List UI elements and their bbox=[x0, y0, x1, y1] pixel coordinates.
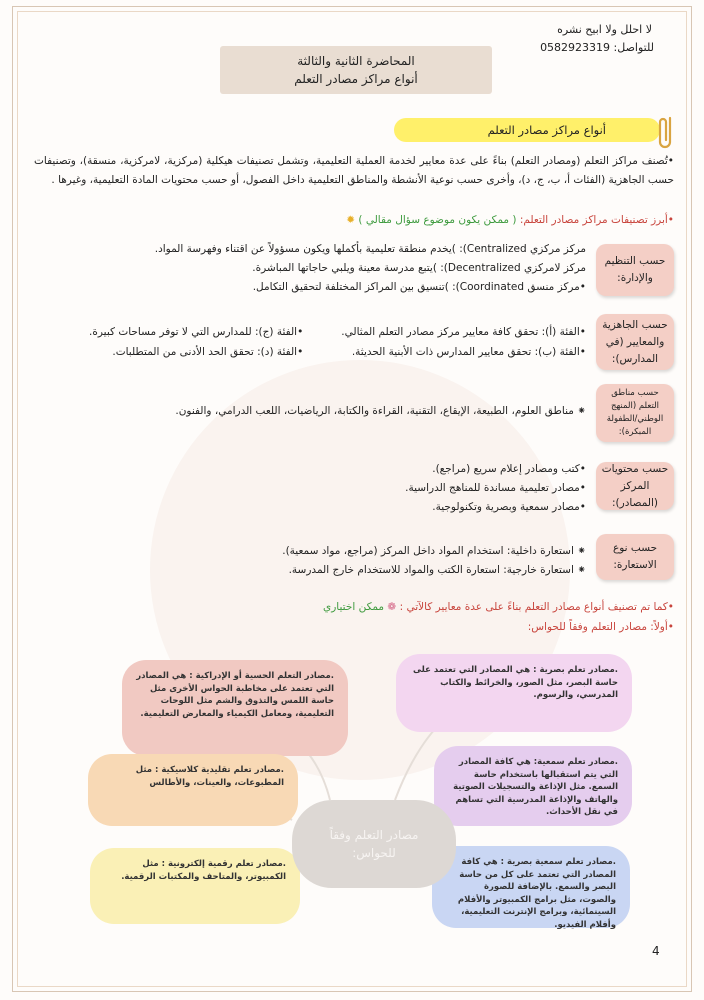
bubble-audiovisual: .مصادر تعلم سمعية بصرية : هي كافة المصادر التي تعتمد على كل من حاسة البصر والسمع. بالإضافة للصورة والصوت، مثل برامج الكمبيوتر والأفلام السينمائية، وبرامج الإنترنت التعليمية، وأفلام الفيديو. bbox=[432, 846, 630, 928]
label-lending: حسب نوع الاستعارة: bbox=[596, 534, 674, 580]
list-item: ⁕ استعارة داخلية: استخدام المواد داخل المركز (مراجع، مواد سمعية). bbox=[282, 545, 586, 557]
list-item: •الفئة (ج): للمدارس التي لا توفر مساحات كبيرة. bbox=[89, 326, 304, 338]
list-item: •الفئة (أ): تحقق كافة معايير مركز مصادر التعلم المثالي. bbox=[341, 326, 586, 338]
label-management: حسب التنظيم والإدارة: bbox=[596, 244, 674, 296]
bubble-visual: .مصادر تعلم بصرية : هي المصادر التي تعتمد على حاسة البصر، مثل الصور، والخرائط والكتاب المدرسي، والرسوم. bbox=[396, 654, 632, 732]
list-item: •كتب ومصادر إعلام سريع (مراجع). bbox=[432, 463, 586, 475]
label-zones: حسب مناطق التعلم (المنهج الوطني/الطفولة المبكرة): bbox=[596, 384, 674, 442]
list-item: مركز مركزي Centralized): )يخدم منطقة تعليمية بأكملها ويكون مسؤولاً عن اقتناء وفهرسة المواد. bbox=[154, 243, 586, 255]
label-contents: حسب محتويات المركز (المصادر): bbox=[596, 462, 674, 510]
list-item: •مصادر تعليمية مساندة للمناهج الدراسية. bbox=[405, 482, 586, 494]
note-optional: ممكن اختياري bbox=[323, 601, 385, 613]
contact-phone: للتواصل: 0582923319 bbox=[540, 41, 654, 54]
page-number: 4 bbox=[652, 944, 660, 958]
mindmap-center: مصادر التعلم وفقاً للحواس: bbox=[292, 800, 456, 888]
label-readiness: حسب الجاهزية والمعايير (في المدارس): bbox=[596, 314, 674, 370]
list-item: •مصادر سمعية وبصرية وتكنولوجية. bbox=[432, 501, 586, 513]
list-item: •الفئة (ب): تحقق معايير المدارس ذات الأبنية الحديثة. bbox=[351, 346, 586, 358]
lecture-title: المحاضرة الثانية والثالثة bbox=[297, 54, 415, 68]
intro-paragraph: •تُصنف مراكز التعلم (ومصادر التعلم) بناءً على عدة معايير لخدمة العملية التعليمية، وتشمل تصنيفات هيكلية (مركزية، لامركزية، منسقة)، وتصنيفات حسب الجاهزية (الفئات أ، ب، ج، د)، وأخرى حسب نوعية الأنشطة والمناطق التعليمية داخل الفصول، أو حسب محتويات المادة التعليمية، وغيرها . bbox=[34, 155, 674, 186]
section-title-banner: أنواع مراكز مصادر التعلم bbox=[394, 118, 660, 142]
note-prefix: •كما تم تصنيف أنواع مصادر التعلم بناءً على عدة معايير كالآتي : bbox=[399, 601, 674, 613]
list-item: ⁕ استعارة خارجية: استعارة الكتب والمواد للاستخدام خارج المدرسة. bbox=[288, 564, 586, 576]
star-icon: ✹ bbox=[346, 214, 356, 226]
bubble-sensory: .مصادر التعلم الحسية أو الإدراكية : هي المصادر التي تعتمد على مخاطبة الحواس الأخرى مثل حاسة اللمس والتذوق والشم مثل اللوحات التعليمية، ومعامل الكيمياء والمعارض التعليمية. bbox=[122, 660, 348, 756]
senses-heading: •أولاً: مصادر التعلم وفقاً للحواس: bbox=[527, 621, 674, 633]
bubble-traditional: .مصادر تعلم تقليدية كلاسيكية : مثل المطبوعات، والعينات، والأطالس bbox=[88, 754, 298, 826]
list-item: •مركز منسق Coordinated): )تنسيق بين المراكز المختلفة لتحقيق التكامل. bbox=[252, 281, 586, 293]
lecture-subtitle: أنواع مراكز مصادر التعلم bbox=[294, 72, 418, 86]
zones-text: ⁕ مناطق العلوم، الطبيعة، الإيقاع، التقنية، القراءة والكتابة، الرياضيات، اللعب الدرامي، والفنون. bbox=[175, 405, 586, 417]
list-item: •الفئة (د): تحقق الحد الأدنى من المتطلبات. bbox=[112, 346, 304, 358]
contact-notice: لا احلل ولا ابيح نشره bbox=[557, 23, 652, 36]
highlight-prefix: •أبرز تصنيفات مراكز مصادر التعلم: bbox=[519, 214, 674, 226]
list-item: مركز لامركزي Decentralized): )يتبع مدرسة معينة ويلبي حاجاتها المباشرة. bbox=[252, 262, 586, 274]
highlight-note: ( ممكن يكون موضوع سؤال مقالي ) bbox=[358, 214, 517, 226]
bubble-digital: .مصادر تعلم رقمية إلكترونية : مثل الكمبيوتر، والمتاحف والمكتبات الرقمية. bbox=[90, 848, 300, 924]
flower-icon: ❁ bbox=[387, 601, 397, 613]
bubble-audio: .مصادر تعلم سمعية: هي كافة المصادر التي يتم استقبالها باستخدام حاسة السمع. مثل الإذاعة والتسجيلات الصوتية والهاتف والإذاعة المدرسية التي تساهم في نقل الأحداث. bbox=[434, 746, 632, 826]
